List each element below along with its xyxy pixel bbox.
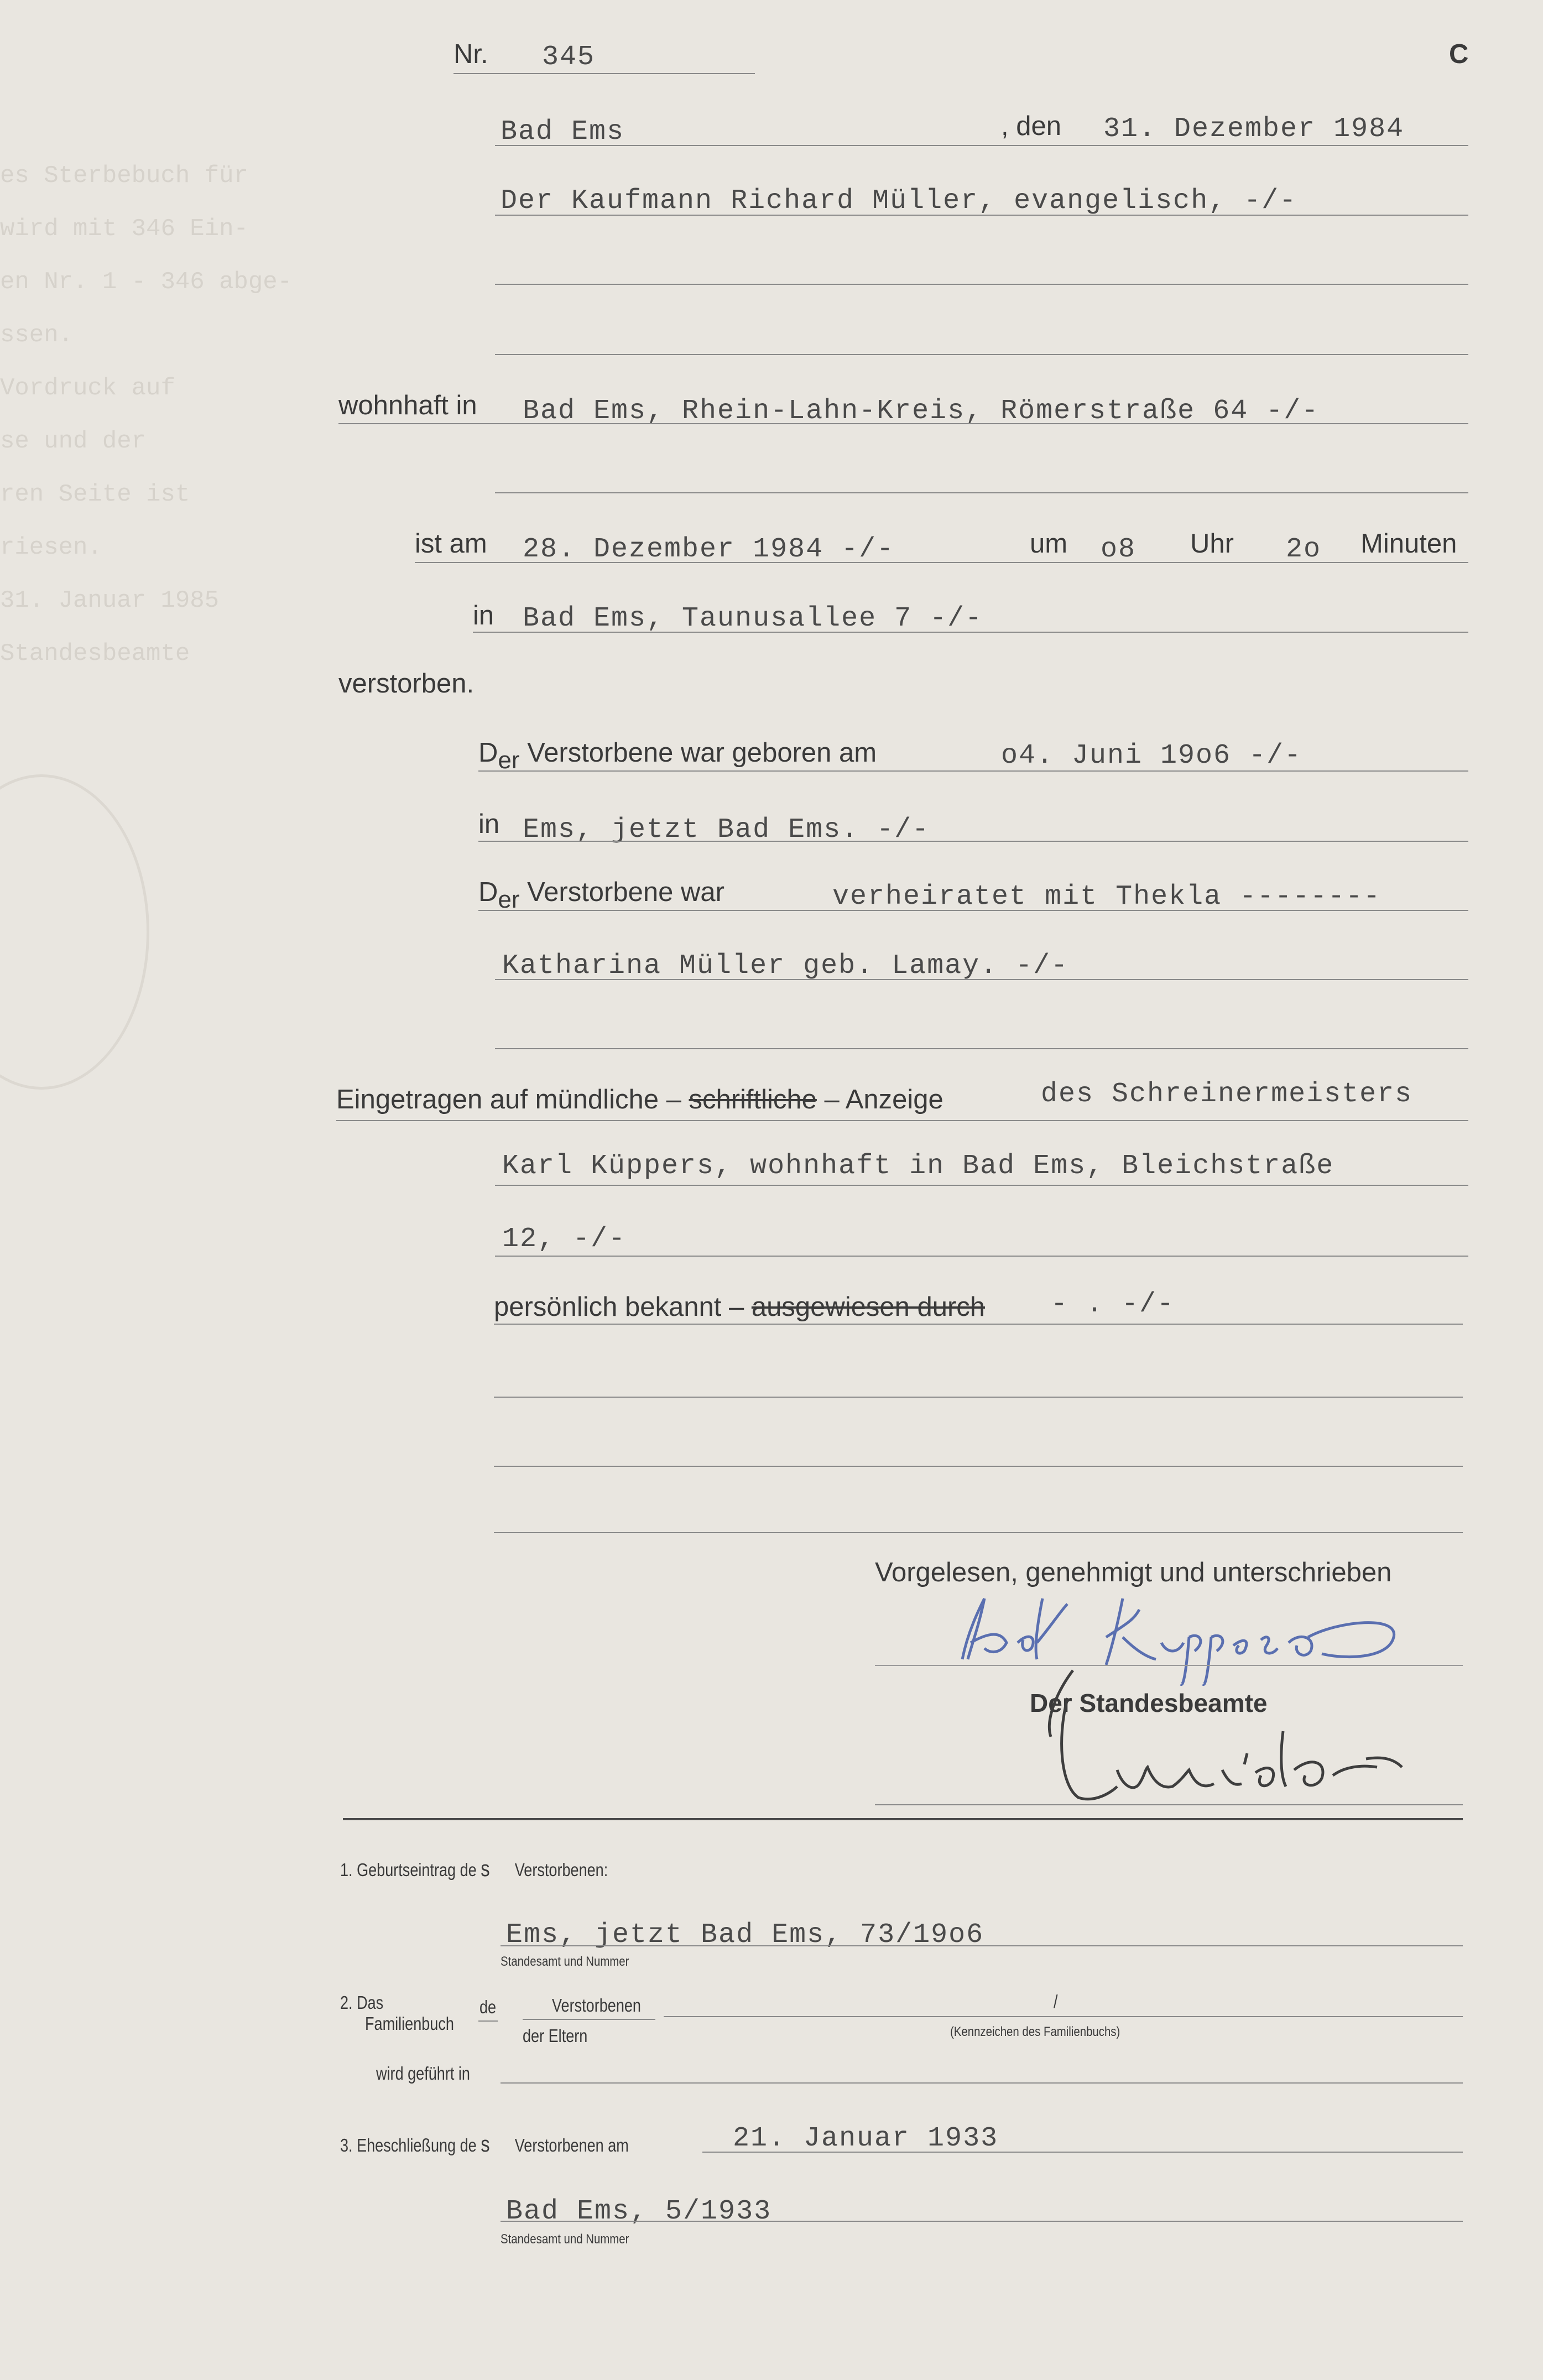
birth-in-label: in	[478, 809, 500, 839]
item2-caption: (Kennzeichen des Familienbuchs)	[950, 2024, 1120, 2039]
marriage-registry: Bad Ems, 5/1933	[506, 2196, 772, 2227]
um-label: um	[1030, 529, 1068, 559]
item3-label-text: 3. Eheschließung de	[340, 2135, 477, 2155]
stamp-bleed-through	[0, 774, 149, 1090]
death-minutes: 2o	[1286, 534, 1322, 565]
item2-verstorbenen: Verstorbenen	[552, 1995, 641, 2016]
nr-label: Nr.	[453, 39, 488, 69]
rule	[501, 2221, 1463, 2222]
marital-value1: verheiratet mit Thekla --------	[832, 881, 1382, 913]
wohnhaft-label: wohnhaft in	[338, 390, 477, 420]
signature-official	[1034, 1659, 1466, 1814]
rule	[336, 1120, 1468, 1121]
item2-familienbuch: Familienbuch	[365, 2013, 454, 2034]
birth-label	[478, 737, 877, 774]
marital-text-label: Verstorbene war	[527, 877, 724, 907]
birth-place: Ems, jetzt Bad Ems. -/-	[523, 814, 930, 846]
rule	[495, 145, 1468, 146]
entry-label-a: Eingetragen auf mündliche –	[336, 1085, 681, 1115]
rule	[478, 770, 1468, 772]
bleed-through-text: es Sterbebuch für wird mit 346 Ein- en Nr. 1 - 346 abge- ssen. Vordruck auf se und der ren Seite ist riesen. 31. Januar 1985 Standesbeamte	[0, 162, 293, 668]
rule	[495, 354, 1468, 355]
rule	[702, 2152, 1463, 2153]
entry-label-b: – Anzeige	[824, 1085, 943, 1115]
bekannt-label-text: persönlich bekannt –	[494, 1292, 744, 1322]
official-label: Der Standesbeamte	[1030, 1689, 1268, 1717]
item2-wird: wird geführt in	[376, 2063, 470, 2084]
item2-de: de	[479, 1997, 497, 2017]
rule	[478, 910, 1468, 911]
item2-eltern: der Eltern	[523, 2025, 588, 2046]
rule	[495, 492, 1468, 493]
rule	[664, 2016, 1463, 2017]
footer-item1-value: Ems, jetzt Bad Ems, 73/19o6	[506, 1919, 984, 1951]
verstorben-label: verstorben.	[338, 669, 475, 699]
birth-date: o4. Juni 19o6 -/-	[1001, 740, 1302, 772]
item2-das: 2. Das	[340, 1992, 384, 2013]
ist-am-label: ist am	[415, 529, 487, 559]
rule	[494, 1532, 1463, 1533]
nr-value: 345	[542, 41, 596, 73]
bekannt-label	[494, 1291, 985, 1322]
rule	[478, 841, 1468, 842]
rule	[501, 1945, 1463, 1946]
deceased-line1: Der Kaufmann Richard Müller, evangelisch, -/-	[501, 185, 1297, 217]
birth-text-label: Verstorbene war geboren am	[527, 738, 877, 768]
footer-item3-label	[340, 2132, 629, 2157]
rule	[495, 979, 1468, 980]
item1-suffix: Verstorbenen:	[514, 1860, 608, 1880]
nr-rule	[453, 73, 755, 74]
official-signature-line	[875, 1804, 1463, 1805]
item3-caption: Standesamt und Nummer	[501, 2232, 629, 2247]
rule	[473, 632, 1468, 633]
rule	[495, 1185, 1468, 1186]
in-label: in	[473, 601, 494, 631]
rule	[501, 2082, 1463, 2084]
signature-caption: Vorgelesen, genehmigt und unterschrieben	[875, 1558, 1392, 1587]
death-place: Bad Ems, Taunusallee 7 -/-	[523, 603, 983, 634]
rule	[495, 1048, 1468, 1049]
er-label: er	[498, 747, 520, 774]
d-label: D	[478, 877, 498, 907]
marriage-date: 21. Januar 1933	[733, 2123, 999, 2154]
rule	[478, 2020, 498, 2022]
rule	[495, 215, 1468, 216]
marital-value2: Katharina Müller geb. Lamay. -/-	[502, 950, 1069, 982]
d-label: D	[478, 738, 498, 768]
item3-s: s	[481, 2132, 490, 2157]
wohnhaft-value: Bad Ems, Rhein-Lahn-Kreis, Römerstraße 64 -/-	[523, 395, 1320, 427]
item1-s: s	[481, 1857, 490, 1881]
item3-suffix: Verstorbenen am	[514, 2135, 629, 2155]
entry-value2: Karl Küppers, wohnhaft in Bad Ems, Bleichstraße	[502, 1150, 1335, 1182]
footer-item1-label	[340, 1857, 608, 1882]
record-date: 31. Dezember 1984	[1103, 113, 1405, 145]
death-date: 28. Dezember 1984 -/-	[523, 534, 895, 565]
entry-value1: des Schreinermeisters	[1041, 1079, 1413, 1110]
item1-caption: Standesamt und Nummer	[501, 1954, 629, 1969]
item1-label-text: 1. Geburtseintrag de	[340, 1860, 477, 1880]
minuten-label: Minuten	[1360, 529, 1457, 559]
rule	[523, 2019, 655, 2020]
rule	[494, 1324, 1463, 1325]
den-label: , den	[1001, 111, 1061, 141]
rule	[495, 284, 1468, 285]
entry-value3: 12, -/-	[502, 1223, 627, 1255]
item2-slash: /	[1054, 1991, 1058, 2012]
place: Bad Ems	[501, 116, 625, 148]
rule	[415, 562, 1468, 563]
rule	[338, 423, 1468, 424]
marital-label	[478, 877, 724, 913]
bekannt-struck: ausgewiesen durch	[751, 1292, 986, 1322]
footer-separator	[343, 1818, 1463, 1820]
death-hour: o8	[1101, 534, 1137, 565]
rule	[494, 1397, 1463, 1398]
corner-letter: C	[1449, 39, 1469, 69]
rule	[494, 1466, 1463, 1467]
er-label: er	[498, 886, 520, 913]
entry-label	[336, 1084, 943, 1115]
rule	[495, 1256, 1468, 1257]
uhr-label: Uhr	[1190, 529, 1234, 559]
entry-label-struck: schriftliche	[689, 1085, 817, 1115]
bekannt-value: - . -/-	[1051, 1289, 1175, 1320]
